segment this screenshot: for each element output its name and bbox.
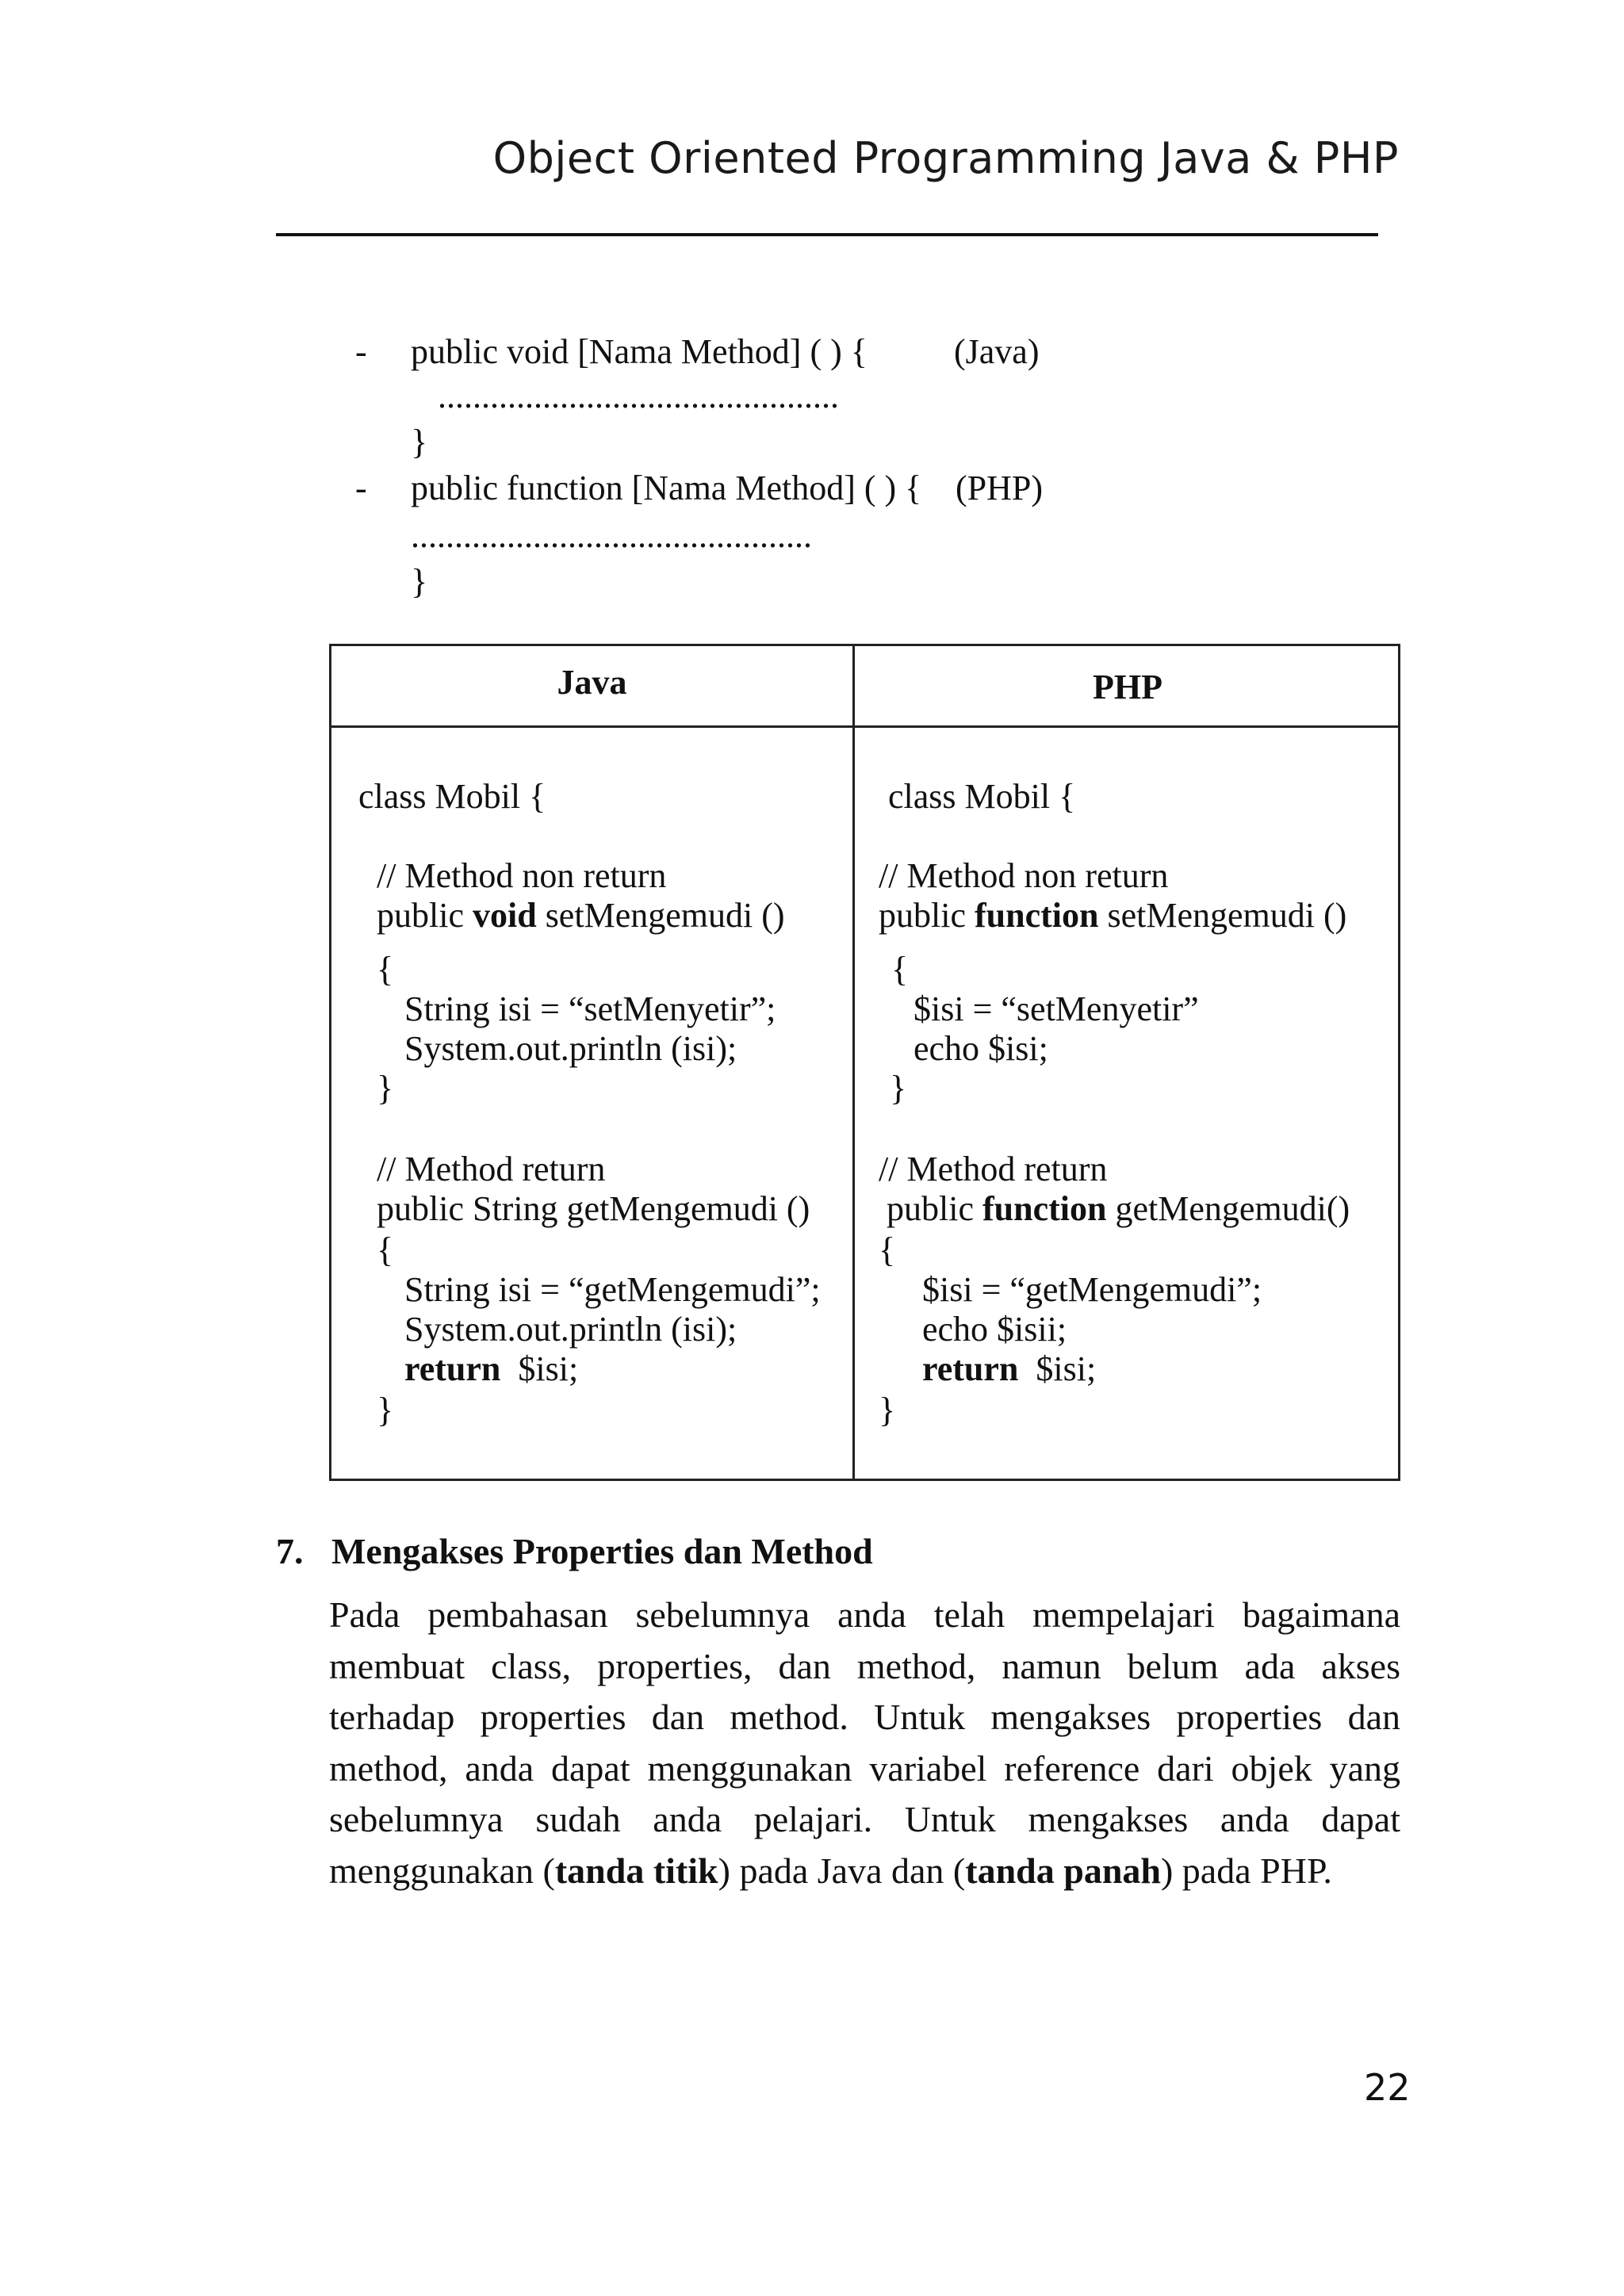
php-class-open: class Mobil {: [888, 777, 1076, 816]
header-rule: [276, 233, 1378, 236]
php-body-1-line-1: $isi = “setMenyetir”: [914, 989, 1199, 1028]
header-java: Java: [557, 663, 627, 702]
column-divider: [852, 646, 855, 1479]
java-body-1-line-2: System.out.println (isi);: [404, 1029, 737, 1068]
php-comment-1: // Method non return: [879, 856, 1169, 895]
java-body-2-line-1: String isi = “getMengemudi”;: [404, 1270, 821, 1309]
section-heading: [276, 1530, 873, 1572]
paragraph-line: Pada pembahasan sebelumnya anda telah mempelajari bagaimana: [329, 1594, 1400, 1635]
paragraph-line: sebelumnya sudah anda pelajari. Untuk mengakses anda dapat: [329, 1799, 1400, 1839]
php-brace-close-2: }: [879, 1391, 896, 1429]
section-title: Mengakses Properties dan Method: [331, 1531, 873, 1571]
header-row-rule: [331, 725, 1398, 728]
running-header: Object Oriented Programming Java & PHP: [492, 133, 1399, 183]
php-method-syntax: public function [Nama Method] ( ) {: [411, 469, 922, 507]
php-brace-close-1: }: [890, 1069, 907, 1108]
java-return-line: return $isi;: [404, 1349, 579, 1388]
paragraph-line-last: menggunakan (tanda titik) pada Java dan (tanda panah) pada PHP.: [329, 1850, 1332, 1891]
java-method-syntax: public void [Nama Method] ( ) {: [411, 332, 868, 371]
comparison-table: [329, 644, 1400, 1481]
java-brace-open-1: {: [377, 950, 394, 989]
php-body-2-line-1: $isi = “getMengemudi”;: [922, 1270, 1262, 1309]
php-close: }: [411, 562, 428, 601]
java-body-2-line-2: System.out.println (isi);: [404, 1310, 737, 1349]
java-body-1-line-1: String isi = “setMenyetir”;: [404, 989, 776, 1028]
java-tag: (Java): [954, 332, 1040, 371]
java-class-open: class Mobil {: [358, 777, 546, 816]
java-brace-close-1: }: [377, 1069, 394, 1108]
paragraph-line: terhadap properties dan method. Untuk mengakses properties dan: [329, 1697, 1400, 1737]
php-return-line: return $isi;: [922, 1349, 1097, 1388]
php-method-2: public function getMengemudi(): [887, 1189, 1350, 1228]
java-body-dots: ..............................................: [438, 377, 839, 415]
php-method-1: public function setMengemudi (): [879, 896, 1347, 935]
php-brace-open-1: {: [891, 950, 909, 989]
php-body-1-line-2: echo $isi;: [914, 1029, 1048, 1068]
paragraph-line: membuat class, properties, dan method, namun belum ada akses: [329, 1646, 1400, 1686]
php-body-2-line-2: echo $isii;: [922, 1310, 1067, 1349]
php-body-dots: ..............................................: [411, 516, 812, 555]
php-tag: (PHP): [956, 469, 1044, 507]
header-php: PHP: [1093, 668, 1162, 706]
php-brace-open-2: {: [879, 1230, 896, 1269]
page-number: 22: [1364, 2066, 1411, 2109]
java-method-1: public void setMengemudi (): [377, 896, 785, 935]
php-comment-2: // Method return: [879, 1150, 1108, 1188]
bullet-php: -: [355, 469, 367, 507]
java-method-2: public String getMengemudi (): [377, 1189, 810, 1228]
bullet-java: -: [355, 332, 367, 371]
java-brace-open-2: {: [377, 1230, 394, 1269]
java-brace-close-2: }: [377, 1391, 394, 1429]
java-comment-2: // Method return: [377, 1150, 606, 1188]
section-number: 7.: [276, 1531, 304, 1571]
java-comment-1: // Method non return: [377, 856, 667, 895]
paragraph-line: method, anda dapat menggunakan variabel reference dari objek yang: [329, 1748, 1400, 1789]
java-close: }: [411, 423, 428, 461]
